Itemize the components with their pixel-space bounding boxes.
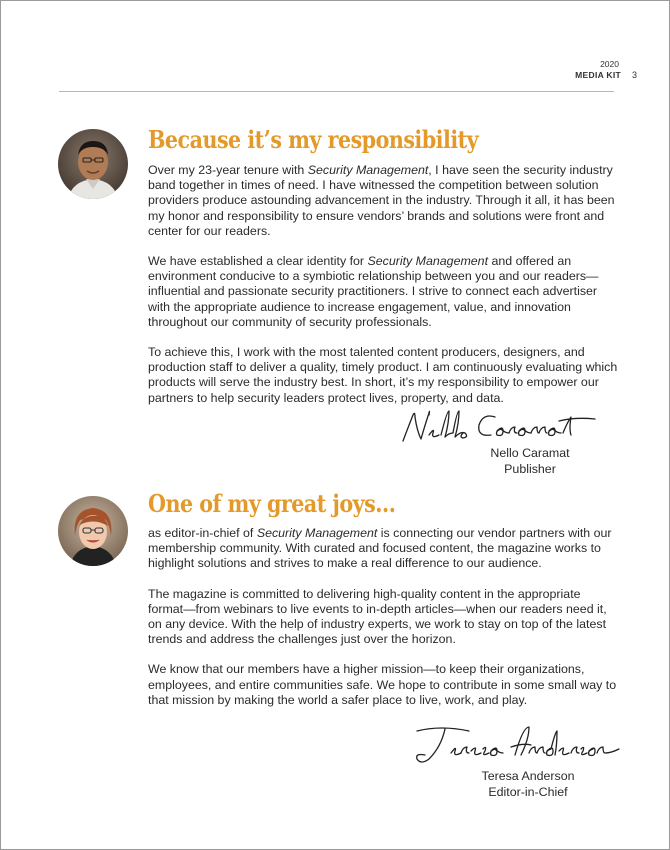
- publisher-signoff: [485, 446, 575, 477]
- editor-photo: [58, 496, 128, 566]
- section2-paragraph-2: The magazine is committed to delivering high-quality content in the appropriate format—from webinars to live events to in-depth articles—when our readers need it, on any device. With the help of industry experts, we work to stay on top of the latest trends and address the challenges just over the horizon.: [148, 586, 607, 647]
- section1-paragraph-2: We have established a clear identity for Security Management and offered an environment conducive to a symbiotic relationship between you and our readers—influential and passionate security practitioners. I strive to connect each advertiser with the appropriate audience to increase engagement, value, and innovation throughout our community of security professionals.: [148, 254, 599, 329]
- section1-body: [148, 163, 618, 406]
- publisher-name: Nello Caramat: [490, 446, 570, 460]
- page-header: [575, 59, 637, 81]
- section2-body: [148, 526, 618, 708]
- editor-signature: [411, 723, 623, 771]
- page-number: 3: [631, 70, 637, 80]
- section2-paragraph-3: We know that our members have a higher mission—to keep their organizations, employees, and entire communities safe. We hope to contribute in some small way to that mission by making the world a safer place to live, work, and play.: [148, 662, 617, 707]
- header-year: 2020: [600, 59, 619, 69]
- section1-paragraph-1: Over my 23-year tenure with Security Management, I have seen the security industry band together in times of need. I have witnessed the competition between solution providers produce astounding advancement in the industry. Through it all, it has been my honor and responsibility to ensure vendors’ brands and solutions were front and center for our readers.: [148, 163, 615, 238]
- editor-signoff: [468, 769, 588, 800]
- section2-paragraph-1: as editor-in-chief of Security Management is connecting our vendor partners with our membership community. With curated and focused content, the magazine works to highlight solutions and strives to make a real difference to our audience.: [148, 526, 612, 571]
- section1-paragraph-3: To achieve this, I work with the most talented content producers, designers, and production staff to deliver a quality, timely product. I am continuously evaluating which products will serve the industry best. In short, it’s my responsibility to empower our partners to help security leaders protect lives, property, and data.: [148, 345, 618, 405]
- header-rule: [59, 91, 614, 92]
- editor-title: Editor-in-Chief: [488, 784, 568, 799]
- editor-name: Teresa Anderson: [481, 769, 575, 783]
- section1-heading: Because it’s my responsibility: [148, 125, 479, 154]
- publisher-photo: [58, 129, 128, 199]
- publisher-title: Publisher: [504, 461, 556, 476]
- publisher-signature: [399, 405, 604, 449]
- header-title: MEDIA KIT: [575, 70, 621, 80]
- section2-heading: One of my great joys…: [148, 489, 396, 518]
